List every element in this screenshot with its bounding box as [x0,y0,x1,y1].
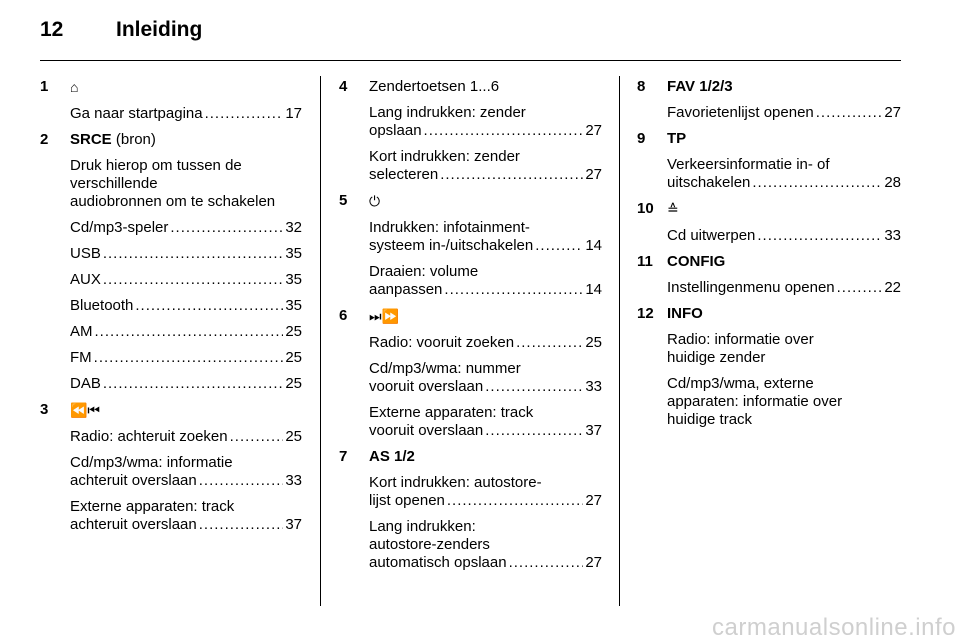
column-divider [320,76,321,606]
seek-back-icon: ⏪⏮ [70,402,101,418]
entry-text: Ga naar startpagina [70,105,203,122]
entry-text: lijst openen [369,492,445,509]
legend-item-subtitle: (bron) [111,131,156,148]
leader-dots [757,227,882,245]
entry-text: Favorietenlijst openen [667,104,814,121]
legend-entry [339,404,602,440]
legend-item-number: 7 [339,448,348,465]
entry-line [369,281,602,299]
entry-text: Cd/mp3/wma, externe [667,375,814,392]
legend-entry [40,245,302,263]
leader-dots [509,554,584,572]
legend-item [637,78,901,122]
entry-line [667,227,901,245]
entry-line [369,122,602,140]
entry-line [70,349,302,367]
legend-entry [339,518,602,572]
legend-entry [637,104,901,122]
legend-entry [40,349,302,367]
chapter-title: Inleiding [116,18,203,41]
entry-line [70,297,302,315]
legend-entry [40,219,302,237]
legend-item-header [339,307,602,326]
page-reference: 35 [285,245,302,262]
entry-text: opslaan [369,122,422,139]
page-reference: 33 [585,378,602,395]
entry-text: automatisch opslaan [369,554,507,571]
leader-dots [816,104,883,122]
entry-line [667,104,901,122]
page-reference: 27 [585,492,602,509]
leader-dots [444,281,583,299]
entry-line [369,237,602,255]
entry-text: achteruit overslaan [70,516,197,533]
entry-text: apparaten: informatie over [667,393,843,410]
entry-line [667,174,901,192]
page-reference: 37 [285,516,302,533]
legend-item [40,401,302,534]
page-reference: 22 [884,279,901,296]
entry-line [369,422,602,440]
legend-item-header [637,253,901,271]
legend-item [637,305,901,429]
leader-dots [837,279,883,297]
legend-item-title: FAV 1/2/3 [667,78,733,95]
legend-item-title: AS 1/2 [369,448,415,465]
entry-text: FM [70,349,92,366]
legend-entry [40,428,302,446]
leader-dots [199,516,284,534]
legend-entry [339,263,602,299]
page-reference: 14 [585,281,602,298]
entry-text: Cd/mp3/wma: nummer [369,360,521,377]
entry-text: Cd uitwerpen [667,227,756,244]
page-header [40,18,202,48]
entry-text: Draaien: volume [369,263,479,280]
legend-item-header [637,200,901,219]
entry-text: verschillende [70,175,158,192]
legend-entry [40,105,302,123]
legend-entry [40,323,302,341]
legend-item-subtitle: Zendertoetsen 1...6 [369,78,500,95]
entry-text: Cd/mp3/wma: informatie [70,454,233,471]
entry-text: AM [70,323,93,340]
legend-item [637,130,901,192]
legend-entry [40,271,302,289]
entry-line [369,554,602,572]
legend-entry [339,104,602,140]
legend-item-number: 4 [339,78,348,95]
leader-dots [230,428,284,446]
entry-text: Radio: achteruit zoeken [70,428,228,445]
header-rule [40,60,901,61]
entry-text: Externe apparaten: track [369,404,534,421]
legend-entry [339,148,602,184]
leader-dots [535,237,583,255]
entry-text: uitschakelen [667,174,751,191]
legend-item [40,78,302,123]
column-2 [339,78,602,580]
entry-text: autostore-zenders [369,536,490,553]
legend-entry [637,375,901,429]
legend-entry [40,375,302,393]
entry-line [667,279,901,297]
entry-line [70,219,302,237]
entry-line [369,334,602,352]
entry-line [70,245,302,263]
page-reference: 32 [285,219,302,236]
entry-line [369,378,602,396]
entry-text: achteruit overslaan [70,472,197,489]
legend-item-header [339,192,602,211]
page-reference: 33 [285,472,302,489]
entry-text: audiobronnen om te schakelen [70,193,276,210]
legend-entry [339,360,602,396]
legend-item-title: TP [667,130,687,147]
leader-dots [485,422,583,440]
legend-item-number: 1 [40,78,49,95]
legend-item-number: 5 [339,192,348,209]
page-reference: 27 [585,166,602,183]
legend-item-number: 11 [637,253,653,270]
home-icon: ⌂ [70,79,79,95]
entry-text: DAB [70,375,101,392]
leader-dots [752,174,882,192]
legend-item-title: SRCE [70,131,112,148]
leader-dots [103,245,283,263]
page-reference: 25 [285,428,302,445]
page-reference: 27 [585,554,602,571]
column-3 [637,78,901,437]
entry-text: Radio: informatie over [667,331,814,348]
legend-item-number: 8 [637,78,646,95]
legend-entry [40,454,302,490]
legend-entry [339,474,602,510]
entry-line [70,516,302,534]
page-reference: 28 [884,174,901,191]
legend-item-header [637,305,901,323]
entry-text: Indrukken: infotainment- [369,219,530,236]
legend-entry [339,219,602,255]
legend-item-title: INFO [667,305,703,322]
legend-entry [339,334,602,352]
legend-item-header [40,78,302,97]
leader-dots [170,219,283,237]
power-icon: ⏻ [369,193,381,209]
legend-item [637,253,901,297]
column-1 [40,78,302,542]
column-divider [619,76,620,606]
legend-item-title: CONFIG [667,253,726,270]
legend-item-number: 6 [339,307,348,324]
legend-item [40,131,302,393]
entry-text: Lang indrukken: [369,518,476,535]
leader-dots [447,492,583,510]
leader-dots [135,297,283,315]
page-reference: 17 [285,105,302,122]
legend-item-header [40,131,302,149]
legend-item-header [339,78,602,96]
legend-item-header [339,448,602,466]
entry-text: huidige track [667,411,753,428]
page-reference: 25 [285,323,302,340]
entry-line [70,375,302,393]
entry-text: Kort indrukken: autostore- [369,474,542,491]
entry-line [369,166,602,184]
legend-item-number: 9 [637,130,646,147]
entry-text: vooruit overslaan [369,422,484,439]
watermark: carmanualsonline.info [712,614,956,641]
legend-entry [40,498,302,534]
page-reference: 25 [585,334,602,351]
leader-dots [95,323,284,341]
page-reference: 27 [585,122,602,139]
page-reference: 37 [585,422,602,439]
legend-entry [40,297,302,315]
entry-line [70,105,302,123]
leader-dots [205,105,284,123]
entry-line [369,492,602,510]
page-reference: 14 [585,237,602,254]
legend-entry [637,227,901,245]
entry-text: AUX [70,271,101,288]
entry-text: Verkeersinformatie in- of [667,156,830,173]
leader-dots [440,166,583,184]
entry-text: aanpassen [369,281,443,298]
page-reference: 25 [285,375,302,392]
leader-dots [103,271,283,289]
leader-dots [424,122,584,140]
page-number: 12 [40,18,64,41]
page-reference: 27 [884,104,901,121]
leader-dots [485,378,583,396]
eject-icon: ≙ [667,201,679,217]
entry-text: Bluetooth [70,297,134,314]
legend-item [339,448,602,572]
leader-dots [103,375,283,393]
legend-item [339,307,602,440]
legend-item-header [637,78,901,96]
entry-text: Kort indrukken: zender [369,148,520,165]
legend-item-number: 10 [637,200,654,217]
legend-item-number: 2 [40,131,49,148]
legend-entry [40,157,302,211]
legend-item [339,78,602,184]
leader-dots [94,349,284,367]
legend-item-header [40,401,302,420]
entry-line [70,472,302,490]
entry-text: Lang indrukken: zender [369,104,526,121]
legend-entry [637,331,901,367]
entry-text: Externe apparaten: track [70,498,235,515]
entry-text: Instellingenmenu openen [667,279,835,296]
page-reference: 25 [285,349,302,366]
legend-item-header [637,130,901,148]
entry-text: Radio: vooruit zoeken [369,334,515,351]
legend-item [637,200,901,245]
entry-text: Druk hierop om tussen de [70,157,242,174]
page-reference: 35 [285,271,302,288]
entry-line [70,323,302,341]
entry-text: USB [70,245,101,262]
leader-dots [199,472,284,490]
entry-line [70,428,302,446]
legend-entry [637,279,901,297]
legend-item-number: 12 [637,305,654,322]
legend-entry [637,156,901,192]
entry-line [70,271,302,289]
page-reference: 33 [884,227,901,244]
entry-text: vooruit overslaan [369,378,484,395]
leader-dots [516,334,583,352]
page-reference: 35 [285,297,302,314]
legend-item-number: 3 [40,401,49,418]
legend-item [339,192,602,299]
seek-forward-icon: ⏭⏩ [369,308,400,324]
entry-text: Cd/mp3-speler [70,219,169,236]
entry-text: systeem in-/uitschakelen [369,237,534,254]
entry-text: huidige zender [667,349,766,366]
entry-text: selecteren [369,166,439,183]
